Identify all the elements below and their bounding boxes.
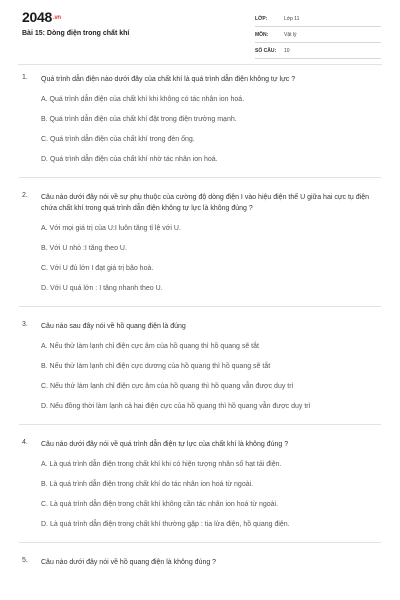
question-3	[0, 321, 400, 412]
question-text: Câu nào dưới đây nói về quá trình dẫn điện tự lực của chất khí là không đúng ?	[41, 441, 289, 448]
header-divider	[18, 64, 382, 65]
question-number: 2.	[22, 192, 28, 199]
meta-row-question-count	[255, 44, 381, 59]
question-divider	[19, 306, 381, 307]
meta-value: Vật lý	[284, 32, 297, 38]
answer-option[interactable]: C. Nếu thử làm lạnh chỉ điện cực âm của hồ quang thì hồ quang vẫn được duy trì	[41, 383, 294, 390]
lesson-title: Bài 15: Dòng điện trong chất khí	[22, 30, 130, 37]
question-text: Quá trình dẫn điện nào dưới đây của chất khí là quá trình dẫn điện không tự lực ?	[41, 76, 296, 83]
answer-option[interactable]: D. Với U quá lớn : I tăng nhanh theo U.	[41, 285, 163, 292]
answer-option[interactable]: B. Quá trình dẫn điện của chất khí đặt trong điện trường mạnh.	[41, 116, 237, 123]
question-divider	[19, 542, 381, 543]
answer-option[interactable]: D. Quá trình dẫn điện của chất khí nhờ tác nhân ion hoá.	[41, 156, 218, 163]
answer-option[interactable]: C. Với U đủ lớn I đạt giá trị bão hoà.	[41, 265, 154, 272]
meta-value: Lớp 11	[284, 16, 300, 22]
question-2	[0, 192, 400, 294]
answer-option[interactable]: A. Quá trình dẫn điện của chất khí khi không có tác nhân ion hoá.	[41, 96, 245, 103]
meta-row-subject	[255, 28, 381, 43]
meta-value: 10	[284, 48, 290, 54]
question-text: Câu nào sau đây nói về hồ quang điện là đúng	[41, 323, 186, 330]
answer-option[interactable]: B. Nếu thử làm lạnh chỉ điện cực dương của hồ quang thì hồ quang sẽ tắt	[41, 363, 271, 370]
answer-option[interactable]: C. Là quá trình dẫn điện trong chất khí không cần tác nhân ion hoá từ ngoài.	[41, 501, 279, 508]
question-divider	[19, 424, 381, 425]
question-1	[0, 74, 400, 165]
meta-label: MÔN:	[255, 32, 269, 38]
question-number: 4.	[22, 439, 28, 446]
answer-option[interactable]: A. Là quá trình dẫn điện trong chất khí khi có hiện tượng nhân số hạt tải điện.	[41, 461, 282, 468]
question-text: Câu nào dưới đây nói về hồ quang điện là không đúng ?	[41, 559, 217, 566]
meta-label: LỚP:	[255, 16, 268, 22]
logo-text: 2048	[22, 9, 52, 25]
question-number: 1.	[22, 74, 28, 81]
answer-option[interactable]: D. Nếu đồng thời làm lạnh cả hai điện cực của hồ quang thì hồ quang vẫn được duy trì	[41, 403, 311, 410]
logo-suffix: .vn	[52, 15, 61, 22]
question-4	[0, 439, 400, 530]
meta-label: SỐ CÂU:	[255, 48, 277, 54]
meta-info	[255, 12, 381, 60]
question-list	[0, 74, 400, 577]
question-number: 5.	[22, 557, 28, 564]
question-number: 3.	[22, 321, 28, 328]
answer-option[interactable]: A. Nếu thử làm lạnh chỉ điện cực âm của hồ quang thì hồ quang sẽ tắt	[41, 343, 259, 350]
question-text: Câu nào dưới đây nói về sự phụ thuộc của cường độ dòng điện I vào hiệu điện thế U giữa hai cực tụ điện chứa chất khí trong quá trình dẫn điện không tự lực là không đúng ?	[41, 194, 369, 212]
answer-option[interactable]: B. Với U nhỏ :I tăng theo U.	[41, 245, 127, 252]
question-divider	[19, 177, 381, 178]
question-5	[0, 557, 400, 568]
answer-option[interactable]: D. Là quá trình dẫn điện trong chất khí thường gặp : tia lửa điện, hồ quang điện.	[41, 521, 290, 528]
answer-option[interactable]: B. Là quá trình dẫn điện trong chất khí do tác nhân ion hoá từ ngoài.	[41, 481, 254, 488]
answer-option[interactable]: C. Quá trình dẫn điện của chất khí trong đèn ống.	[41, 136, 195, 143]
page-header	[0, 0, 400, 64]
answer-option[interactable]: A. Với mọi giá trị của U:I luôn tăng tỉ lệ với U.	[41, 225, 181, 232]
meta-row-grade	[255, 12, 381, 27]
site-logo[interactable]	[22, 9, 61, 25]
